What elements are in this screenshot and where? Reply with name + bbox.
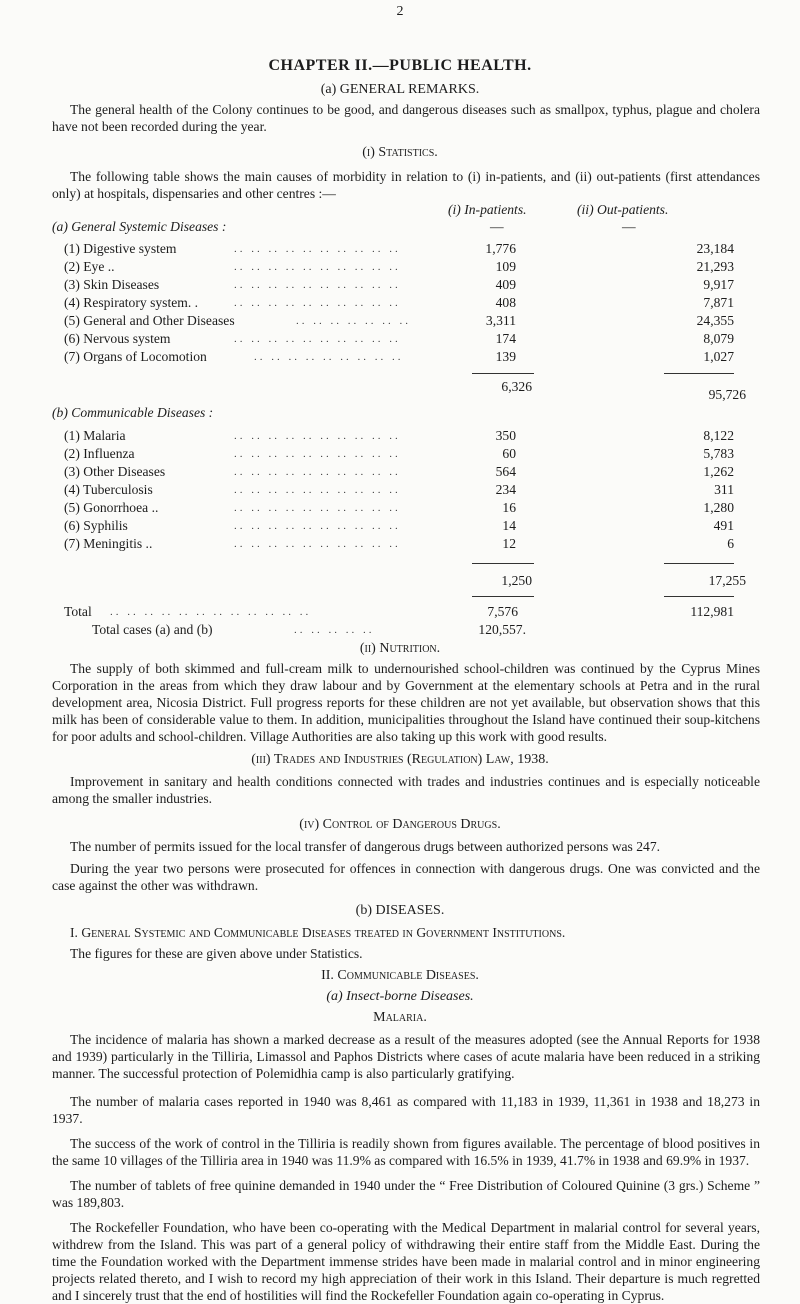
- table-row: (1) Digestive system .. .. .. .. .. .. .. .. .. .. 1,776 23,184: [64, 241, 734, 256]
- malaria-paragraph-3: The success of the work of control in the Tilliria is readily shown from figures available. The percentage of blood positives in the same 10 villages of the Tilliria area in 1940 was 11.9% as compared with 16.5% in 1939, 41.7% in 1938 and 69.9% in 1937.: [52, 1136, 760, 1168]
- section-b-title: (b) DISEASES.: [355, 903, 445, 918]
- group-b-subtotal-in: 1,250: [501, 573, 532, 588]
- subtotal-rule-out: [664, 563, 734, 564]
- nutrition-paragraph: The supply of both skimmed and full-cream milk to undernourished school-children was continued by the Cyprus Mines Corporation in the areas from which they draw labour and by Government at the elementary schools at Petra and in the rural development area, Nicosia District. Full progress reports for these children are not yet available, but observation shows that this milk has been of considerable value to them. In addition, municipalities throughout the Island have continued their soup-kitchens for poor adults and school-children. Village Authorities are also taking up this work with good results.: [52, 661, 760, 744]
- group-a-subtotal-out: 95,726: [708, 387, 746, 402]
- group-a-subtotal-in: 6,326: [501, 379, 532, 394]
- column-header-outpatients: (ii) Out-patients.: [577, 202, 669, 217]
- table-row: (7) Meningitis .. .. .. .. .. .. .. .. .. .. .. 12 6: [64, 536, 734, 551]
- group-b-title: (b) Communicable Diseases :: [52, 405, 214, 420]
- drugs-paragraph-2: During the year two persons were prosecuted for offences in connection with dangerous drugs. One was convicted and the case against the other was withdrawn.: [52, 861, 760, 893]
- table-row: (7) Organs of Locomotion .. .. .. .. .. .. .. .. .. 139 1,027: [64, 349, 734, 364]
- column-header-inpatients: (i) In-patients.: [448, 202, 527, 217]
- subtotal-rule-in: [472, 563, 534, 564]
- malaria-paragraph-5: The Rockefeller Foundation, who have been co-operating with the Medical Department in malarial control for several years, withdrew from the Island. This was part of a general policy of withdrawing their entire staff from the Middle East. During the time the Foundation worked with the Department immense strides have been made in malarial control and in minor engineering projects related thereto, and I wish to record my high appreciation of their work in this Island. Their departure is much regretted and I sincerely trust that the end of hostilities will find the Rockefeller Foundation again co-operating in Cyprus.: [52, 1220, 760, 1303]
- diseases-heading-2: II. Communicable Diseases.: [321, 968, 479, 983]
- nutrition-heading: (ii) Nutrition.: [359, 641, 441, 656]
- column-dash-out: —: [622, 219, 636, 234]
- section-a-paragraph: The general health of the Colony continues to be good, and dangerous diseases such as smallpox, typhus, plague and cholera have not been recorded during the year.: [52, 102, 760, 134]
- table-row: (6) Syphilis .. .. .. .. .. .. .. .. .. .. 14 491: [64, 518, 734, 533]
- trades-paragraph: Improvement in sanitary and health conditions connected with trades and industries continues and is especially noticeable among the smaller industries.: [52, 774, 760, 806]
- table-row: (2) Influenza .. .. .. .. .. .. .. .. .. .. 60 5,783: [64, 446, 734, 461]
- total-rule-in: [472, 596, 534, 597]
- total-row: Total .. .. .. .. .. .. .. .. .. .. .. .. 7,576 112,981: [64, 604, 734, 619]
- table-row: (5) General and Other Diseases .. .. .. .. .. .. .. 3,311 24,355: [64, 313, 734, 328]
- table-row: (3) Other Diseases .. .. .. .. .. .. .. .. .. .. 564 1,262: [64, 464, 734, 479]
- table-row: (6) Nervous system .. .. .. .. .. .. .. .. .. .. 174 8,079: [64, 331, 734, 346]
- table-row: (2) Eye .. .. .. .. .. .. .. .. .. .. .. 109 21,293: [64, 259, 734, 274]
- diseases-heading-1: I. General Systemic and Communicable Diseases treated in Government Institutions.: [70, 925, 566, 940]
- section-a-title: (a) GENERAL REMARKS.: [320, 82, 480, 97]
- chapter-title: CHAPTER II.—PUBLIC HEALTH.: [268, 57, 532, 74]
- page-number: 2: [396, 4, 404, 19]
- total-cases-row: Total cases (a) and (b) .. .. .. .. .. 120,557.: [92, 622, 526, 637]
- drugs-heading: (iv) Control of Dangerous Drugs.: [299, 817, 501, 832]
- subtotal-rule-in: [472, 373, 534, 374]
- table-row: (4) Tuberculosis .. .. .. .. .. .. .. .. .. .. 234 311: [64, 482, 734, 497]
- total-rule-out: [664, 596, 734, 597]
- diseases-paragraph-1: The figures for these are given above under Statistics.: [70, 946, 363, 961]
- insect-heading: (a) Insect-borne Diseases.: [326, 989, 474, 1004]
- table-row: (4) Respiratory system. . .. .. .. .. .. .. .. .. .. .. 408 7,871: [64, 295, 734, 310]
- group-a-title: (a) General Systemic Diseases :: [52, 219, 227, 234]
- table-row: (1) Malaria .. .. .. .. .. .. .. .. .. .. 350 8,122: [64, 428, 734, 443]
- drugs-paragraph-1: The number of permits issued for the local transfer of dangerous drugs between authorized persons was 247.: [70, 839, 661, 854]
- malaria-heading: Malaria.: [373, 1010, 427, 1025]
- statistics-heading: (i) Statistics.: [362, 145, 438, 160]
- malaria-paragraph-4: The number of tablets of free quinine demanded in 1940 under the “ Free Distribution of Coloured Quinine (3 grs.) Scheme ” was 189,803.: [52, 1178, 760, 1210]
- subtotal-rule-out: [664, 373, 734, 374]
- malaria-paragraph-1: The incidence of malaria has shown a marked decrease as a result of the measures adopted (see the Annual Reports for 1938 and 1939) particularly in the Tilliria, Limassol and Paphos Districts where cases of acute malaria have been reduced in a striking manner. The successful protection of Polemidhia camp is also particularly gratifying.: [52, 1032, 760, 1081]
- group-b-subtotal-out: 17,255: [708, 573, 746, 588]
- table-row: (3) Skin Diseases .. .. .. .. .. .. .. .. .. .. 409 9,917: [64, 277, 734, 292]
- malaria-paragraph-2: The number of malaria cases reported in 1940 was 8,461 as compared with 11,183 in 1939, 11,361 in 1938 and 18,273 in 1937.: [52, 1094, 760, 1126]
- table-row: (5) Gonorrhoea .. .. .. .. .. .. .. .. .. .. .. 16 1,280: [64, 500, 734, 515]
- statistics-intro: The following table shows the main causes of morbidity in relation to (i) in-patients, and (ii) out-patients (first attendances only) at hospitals, dispensaries and other centres :—: [52, 169, 760, 201]
- column-dash-in: —: [490, 219, 504, 234]
- trades-heading: (iii) Trades and Industries (Regulation) Law, 1938.: [251, 752, 549, 767]
